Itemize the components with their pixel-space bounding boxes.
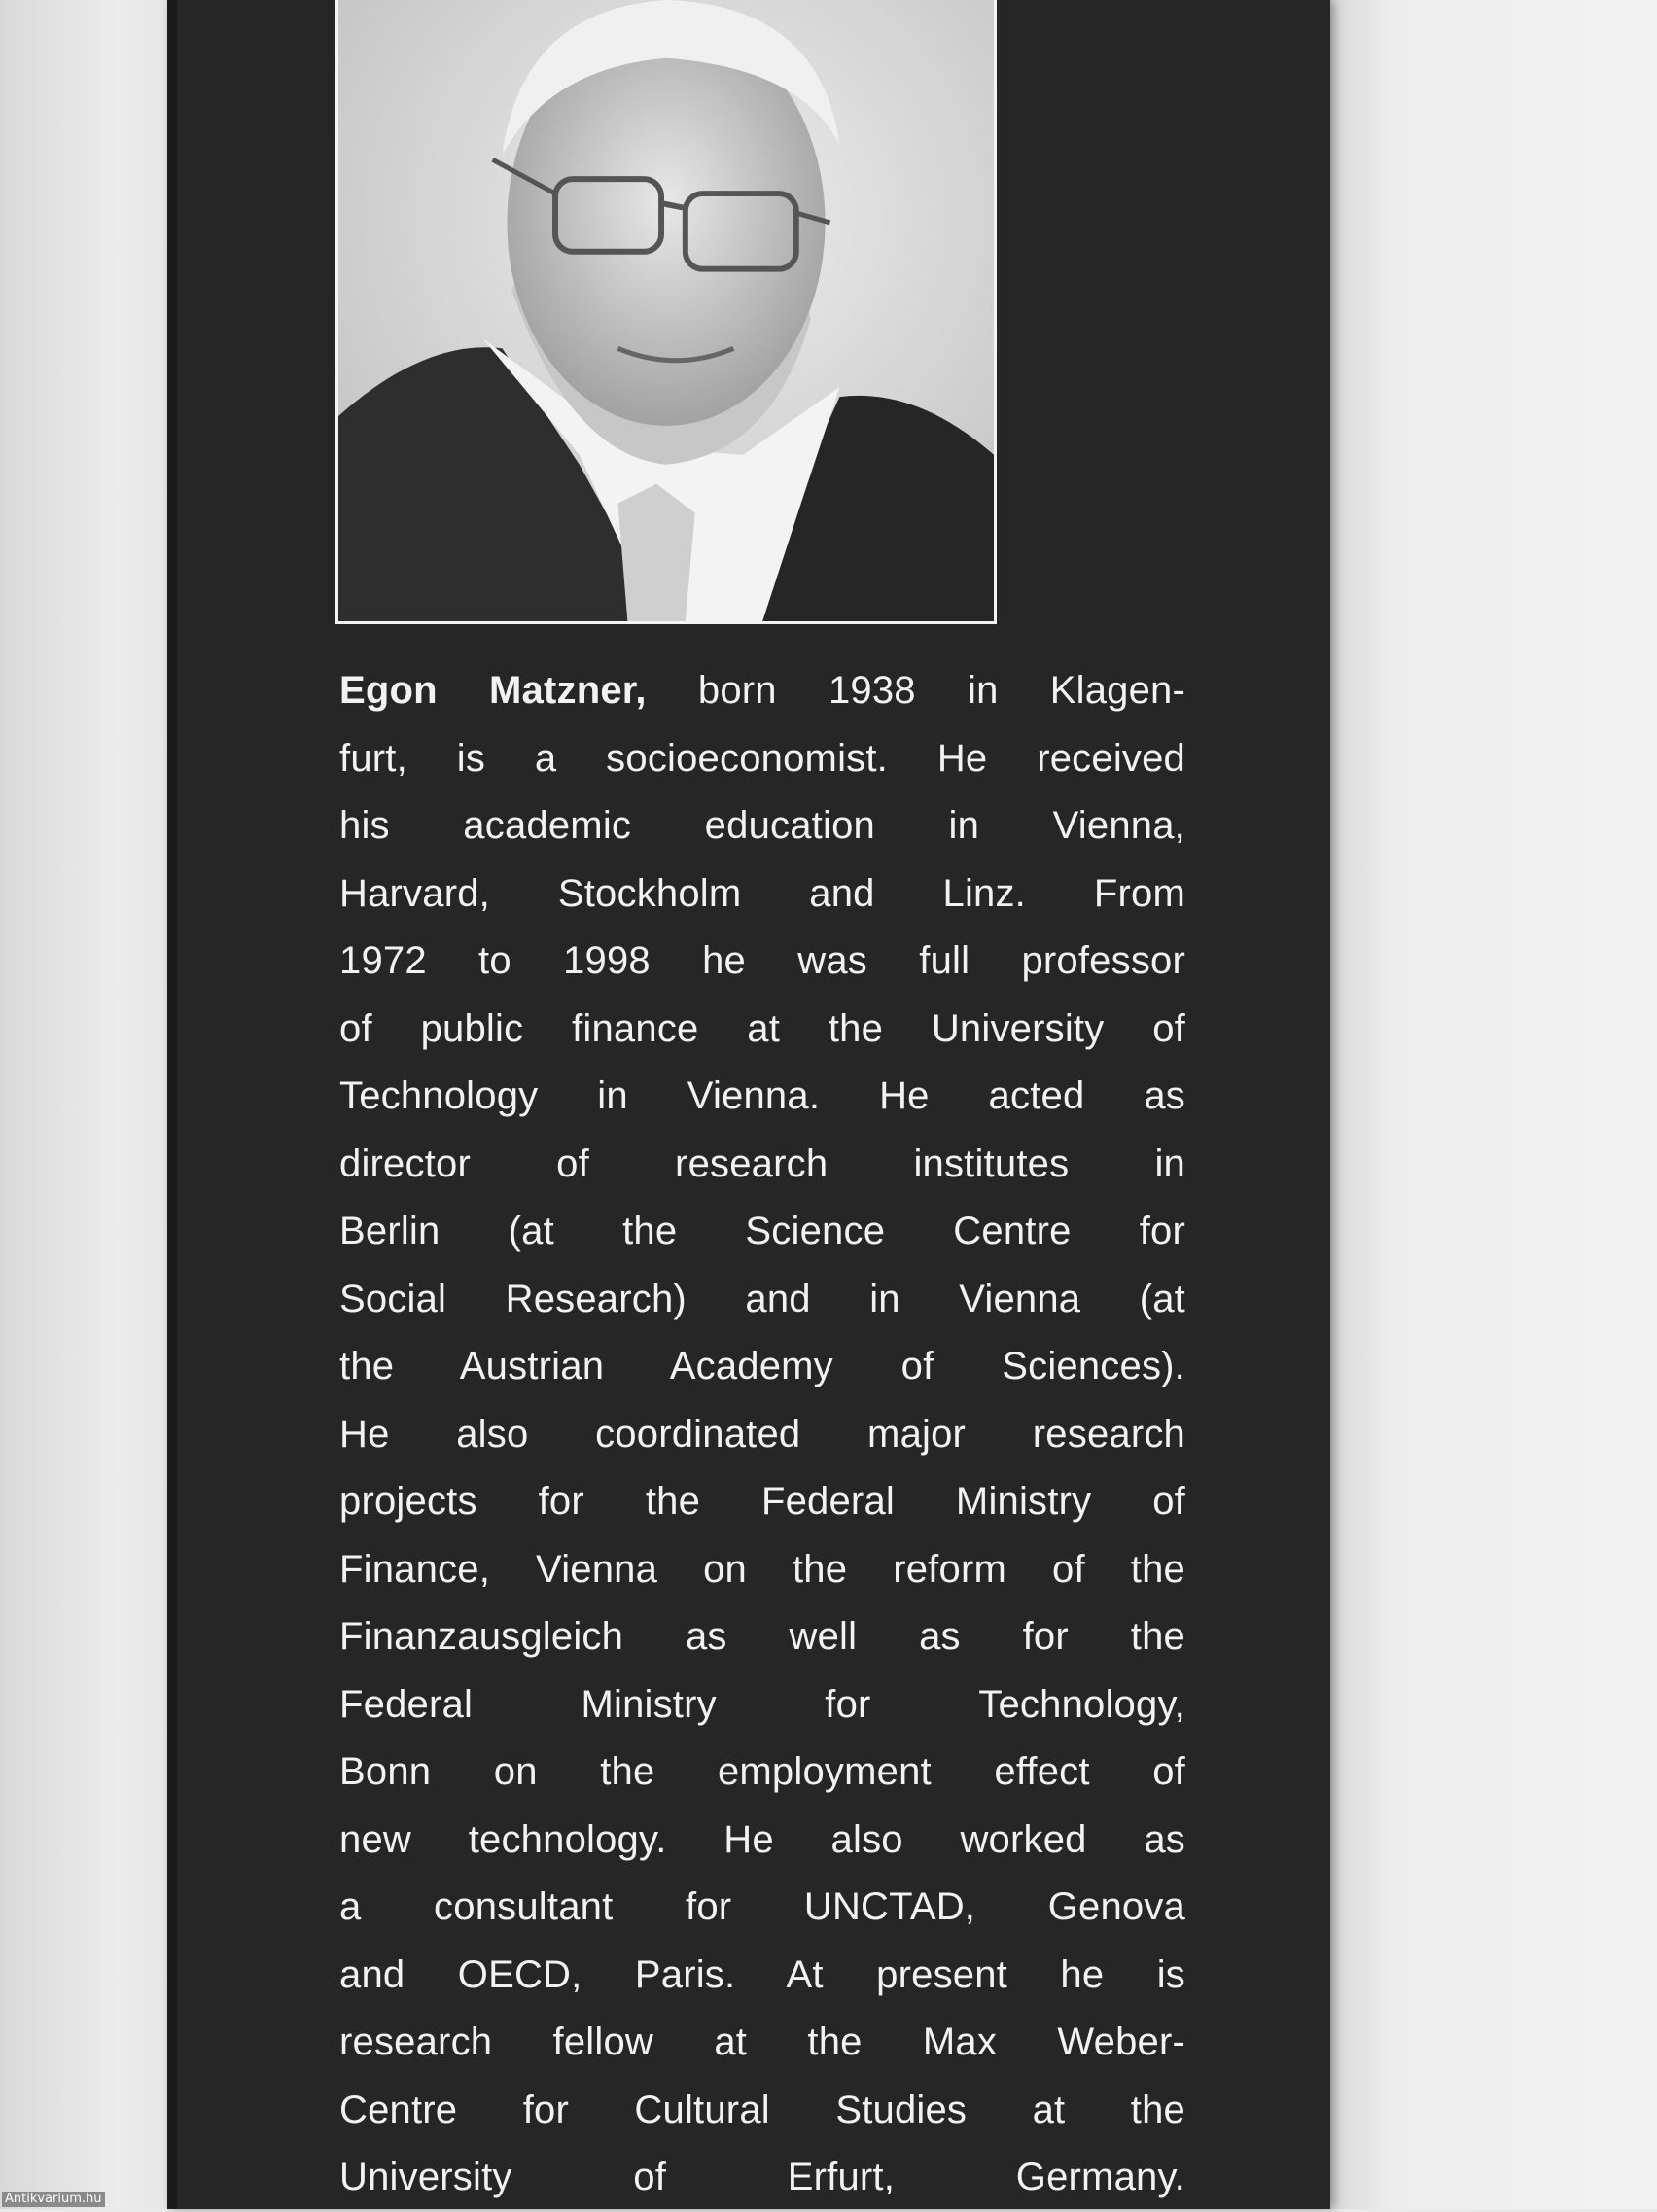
bio-line: Harvard, Stockholm and Linz. From: [339, 871, 1185, 915]
bio-line: Bonn on the employment effect of: [339, 1750, 1185, 1793]
bio-line: research fellow at the Max Weber-: [339, 2020, 1185, 2063]
bio-line: [339, 657, 1185, 725]
bio-line: the Austrian Academy of Sciences).: [339, 1345, 1185, 1387]
bio-line: Finance, Vienna on the reform of the: [339, 1547, 1185, 1591]
portrait-photo-icon: [338, 0, 994, 621]
bio-line: Berlin (at the Science Centre for: [339, 1210, 1185, 1252]
watermark: Antikvarium.hu: [2, 2192, 105, 2207]
book-back-cover: [167, 0, 1330, 2209]
background-surface-left: [0, 0, 194, 2209]
bio-line: new technology. He also worked as: [339, 1817, 1185, 1861]
author-name: Egon Matzner,: [339, 669, 647, 712]
bio-line: Finanzausgleich as well as for the: [339, 1615, 1185, 1658]
bio-line: furt, is a socioeconomist. He received: [339, 736, 1185, 780]
author-biography: [339, 657, 1185, 2212]
bio-line: and OECD, Paris. At present he is: [339, 1952, 1185, 1996]
bio-line: Social Research) and in Vienna (at: [339, 1277, 1185, 1320]
bio-line: his academic education in Vienna,: [339, 804, 1185, 847]
bio-line: director of research institutes in: [339, 1141, 1185, 1185]
bio-line: projects for the Federal Ministry of: [339, 1480, 1185, 1523]
bio-line: Federal Ministry for Technology,: [339, 1682, 1185, 1726]
bio-line: of public finance at the University of: [339, 1006, 1185, 1050]
bio-line: Technology in Vienna. He acted as: [339, 1074, 1185, 1117]
bio-line: a consultant for UNCTAD, Genova: [339, 1885, 1185, 1928]
bio-line: University of Erfurt, Germany.: [339, 2156, 1185, 2198]
bio-first-line-text: born 1938 in Klagen-: [646, 669, 1186, 712]
bio-line: 1972 to 1998 he was full professor: [339, 939, 1185, 982]
author-photo: [335, 0, 997, 624]
bio-line: Centre for Cultural Studies at the: [339, 2088, 1185, 2131]
background-surface-right: [1303, 0, 1657, 2209]
bio-line: He also coordinated major research: [339, 1412, 1185, 1456]
